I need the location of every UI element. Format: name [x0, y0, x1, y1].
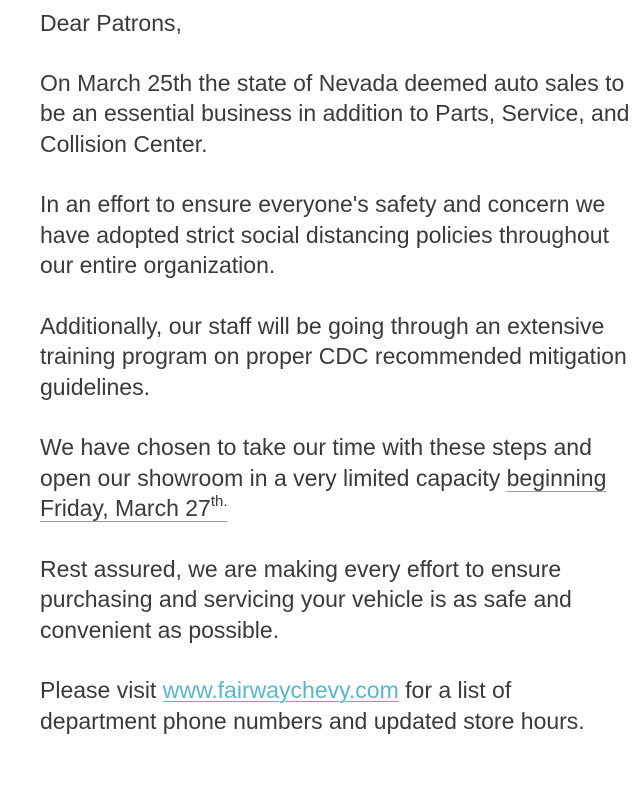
paragraph-staff-training: Additionally, our staff will be going through an extensive training program on proper CDC recommended mitigation guidelines.	[40, 312, 627, 400]
greeting: Dear Patrons,	[40, 10, 182, 36]
visit-text-after: for a list of department phone numbers and updated store hours.	[40, 677, 585, 734]
visit-text-before: Please visit	[40, 677, 157, 703]
opening-date-suffix: th.	[210, 493, 228, 510]
showroom-opening-text: We have chosen to take our time with these steps and open our showroom in a very limited capacity	[40, 434, 592, 491]
paragraph-showroom-opening	[40, 432, 630, 524]
paragraph-social-distancing: In an effort to ensure everyone's safety and concern we have adopted strict social distancing policies throughout our entire organization.	[40, 191, 609, 278]
paragraph-reassurance: Rest assured, we are making every effort to ensure purchasing and servicing your vehicle is as safe and convenient as possible.	[40, 555, 572, 643]
paragraph-essential-business: On March 25th the state of Nevada deemed auto sales to be an essential business in addition to Parts, Service, and Collision Center.	[40, 69, 630, 157]
paragraph-visit-website	[40, 675, 630, 736]
opening-date-text: beginning Friday, March 27	[40, 464, 607, 521]
website-link[interactable]: www.fairwaychevy.com	[162, 677, 399, 703]
letter-body	[40, 8, 630, 736]
